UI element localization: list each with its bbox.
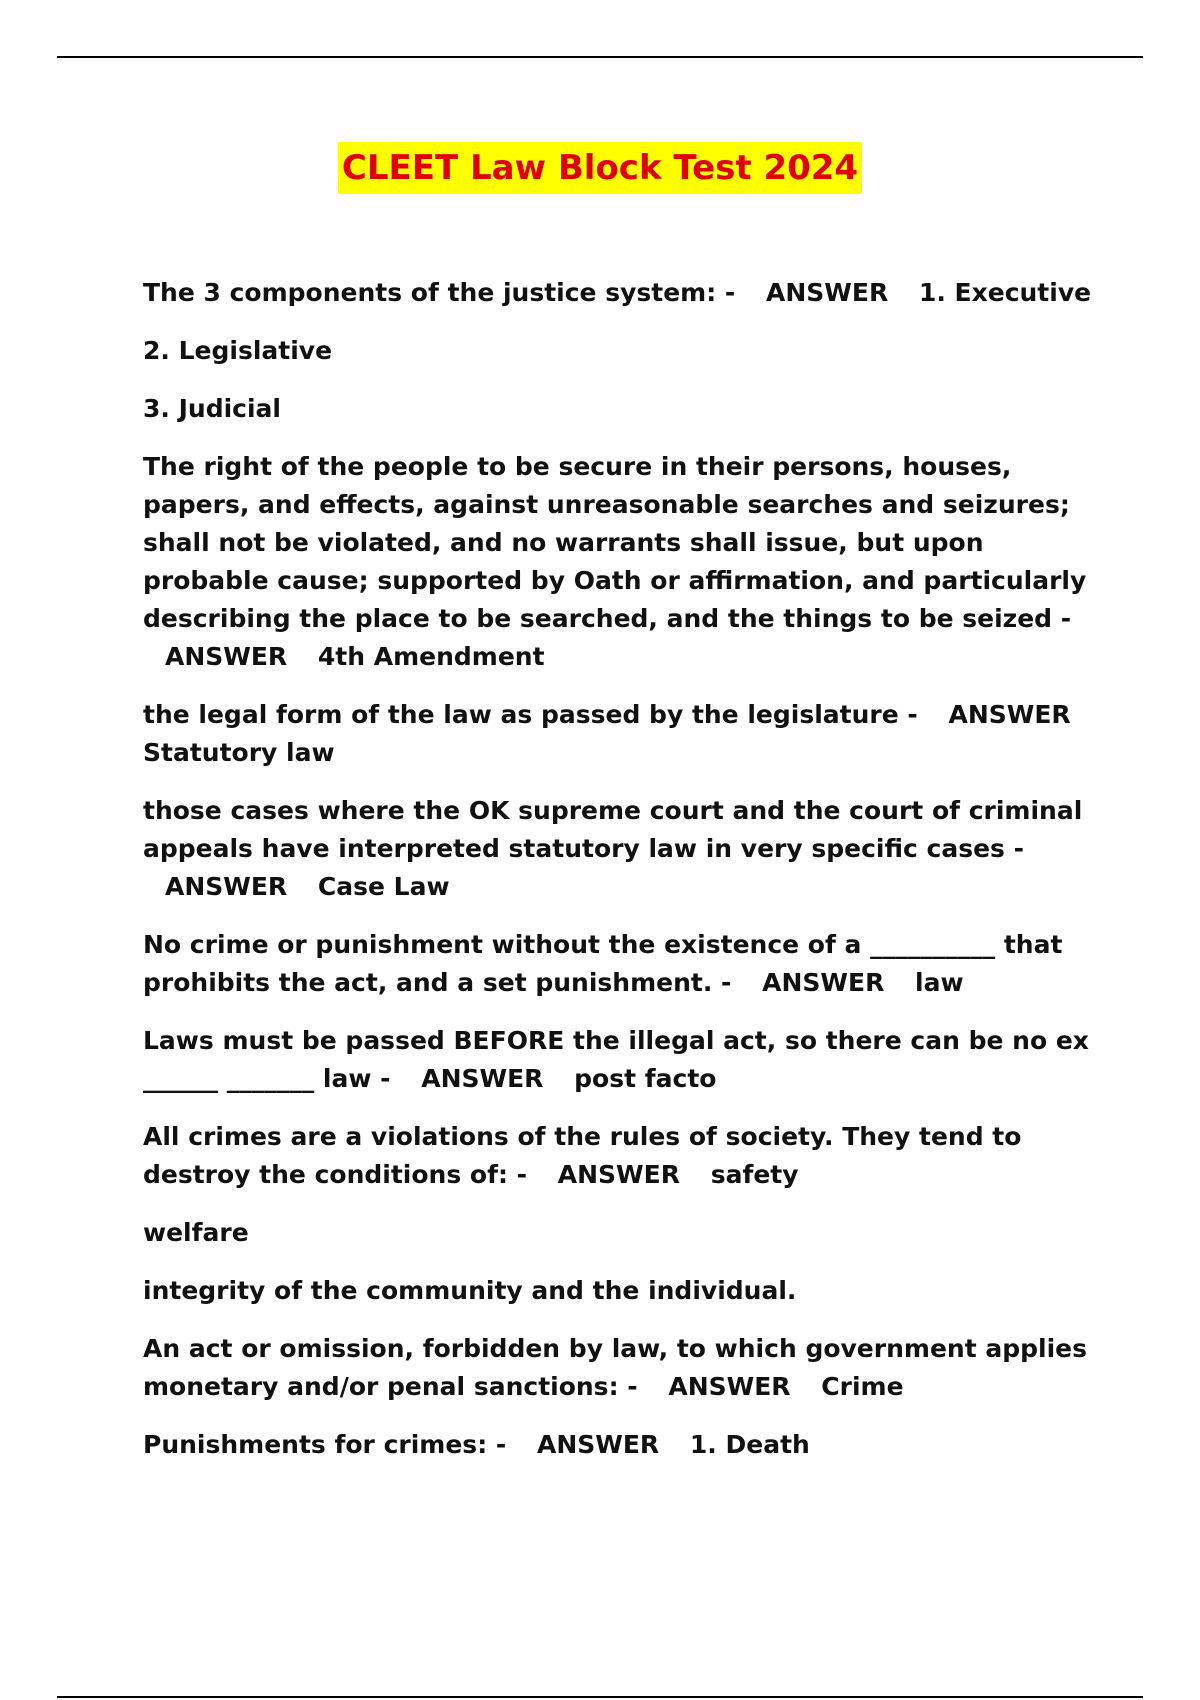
qa-item-5	[143, 926, 1103, 1002]
answer-label: ANSWER	[165, 642, 288, 671]
question-text: The right of the people to be secure in their persons, houses, papers, and effects, against unreasonable searches and seizures; shall not be violated, and no warrants shall issue, but upon probable cause; supported by Oath or affirmation, and particularly describing the place to be searched, and the things to be seized -	[143, 452, 1087, 633]
answer-label: ANSWER	[537, 1430, 660, 1459]
question-text: Laws must be passed BEFORE the illegal act, so there can be no ex ______ _______ law -	[143, 1026, 1089, 1093]
question-text: the legal form of the law as passed by the legislature -	[143, 700, 918, 729]
answer-label: ANSWER	[165, 872, 288, 901]
answer-text: Crime	[821, 1372, 904, 1401]
answer-continuation	[143, 332, 1103, 370]
document-title: CLEET Law Block Test 2024	[338, 142, 862, 194]
answer-line: integrity of the community and the individual.	[143, 1276, 797, 1305]
answer-text: 1. Death	[689, 1430, 810, 1459]
answer-text: post facto	[574, 1064, 717, 1093]
qa-item-7	[143, 1118, 1103, 1194]
bottom-rule	[57, 1696, 1143, 1698]
answer-label: ANSWER	[762, 968, 885, 997]
answer-label: ANSWER	[557, 1160, 680, 1189]
qa-item-1	[143, 274, 1103, 312]
answer-text: 1. Executive	[918, 278, 1092, 307]
answer-label: ANSWER	[668, 1372, 791, 1401]
qa-item-9	[143, 1426, 1103, 1464]
top-rule	[57, 56, 1143, 58]
question-text: No crime or punishment without the existence of a __________ that prohibits the act, and a set punishment. -	[143, 930, 1063, 997]
qa-item-3	[143, 696, 1103, 772]
answer-line: 2. Legislative	[143, 336, 333, 365]
qa-item-4	[143, 792, 1103, 906]
answer-text: Case Law	[317, 872, 450, 901]
answer-line: welfare	[143, 1218, 249, 1247]
answer-label: ANSWER	[766, 278, 889, 307]
question-text: All crimes are a violations of the rules of society. They tend to destroy the conditions of: -	[143, 1122, 1022, 1189]
answer-label: ANSWER	[948, 700, 1071, 729]
answer-line: 3. Judicial	[143, 394, 281, 423]
qa-content	[143, 274, 1103, 1484]
answer-text: 4th Amendment	[317, 642, 545, 671]
answer-continuation	[143, 1272, 1103, 1310]
answer-text: Statutory law	[143, 738, 335, 767]
answer-text: safety	[710, 1160, 799, 1189]
question-text: those cases where the OK supreme court and the court of criminal appeals have interpreted statutory law in very specific cases -	[143, 796, 1083, 863]
answer-text: law	[915, 968, 964, 997]
question-text: The 3 components of the justice system: -	[143, 278, 736, 307]
answer-continuation	[143, 390, 1103, 428]
answer-continuation	[143, 1214, 1103, 1252]
question-text: Punishments for crimes: -	[143, 1430, 507, 1459]
qa-item-8	[143, 1330, 1103, 1406]
title-container	[0, 142, 1200, 194]
qa-item-6	[143, 1022, 1103, 1098]
answer-label: ANSWER	[421, 1064, 544, 1093]
qa-item-2	[143, 448, 1103, 676]
question-text: An act or omission, forbidden by law, to which government applies monetary and/or penal sanctions: -	[143, 1334, 1087, 1401]
